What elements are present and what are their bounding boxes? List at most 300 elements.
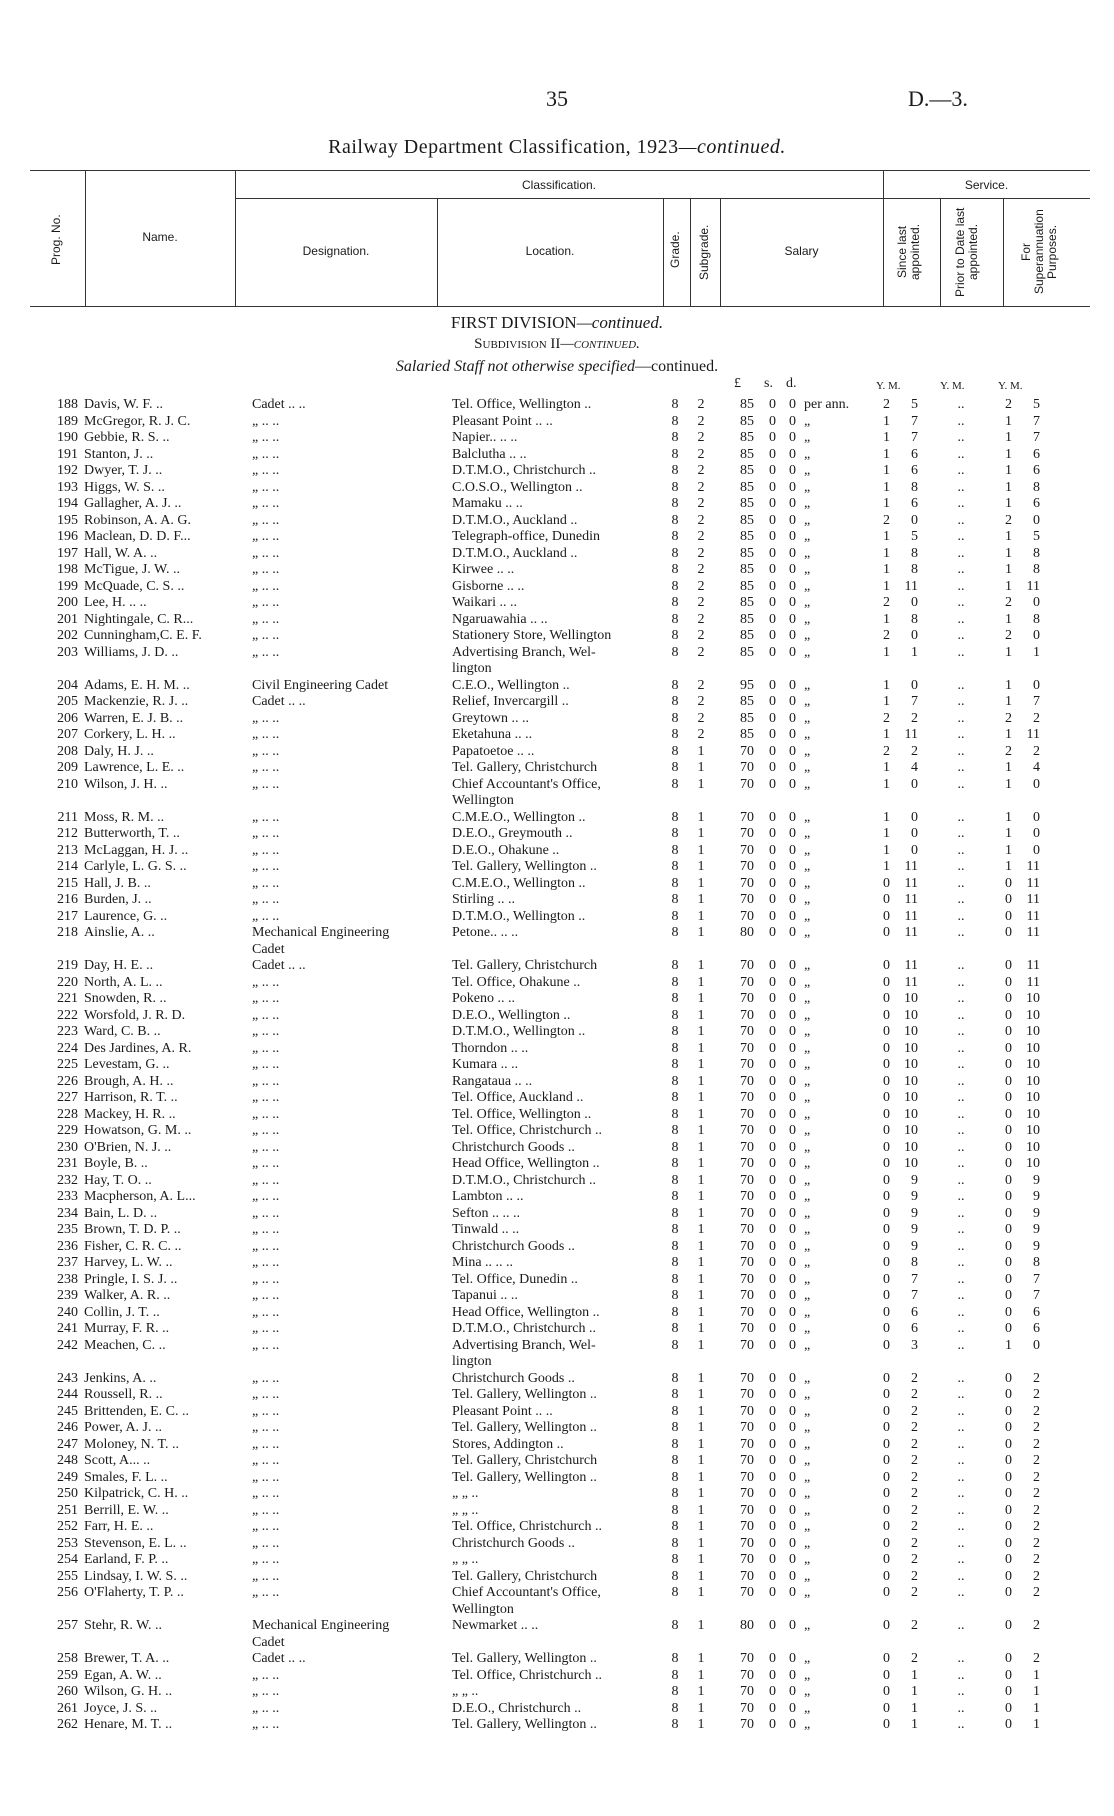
cell-salary-period: „ [804, 1172, 811, 1188]
table-row [0, 1717, 1114, 1734]
cell-super-months: 11 [1026, 727, 1040, 742]
cell-since-years: 0 [883, 1387, 890, 1402]
cell-salary-pounds: 70 [740, 892, 754, 907]
cell-super-years: 1 [1005, 545, 1012, 561]
cell-salary-pounds: 85 [740, 463, 754, 478]
cell-since-months: 2 [911, 1552, 918, 1567]
cell-salary-pounds: 70 [740, 1222, 754, 1237]
cell-subgrade: 1 [697, 1618, 705, 1633]
cell-staff-name: Des Jardines, A. R. [84, 1040, 192, 1056]
cell-super-years: 2 [1005, 743, 1012, 759]
cell-since-months: 0 [911, 776, 918, 792]
cell-salary-pounds: 70 [740, 958, 754, 973]
cell-super-years: 0 [1005, 991, 1012, 1006]
cell-staff-name: Robinson, A. A. G. [84, 512, 191, 528]
cell-salary-pounds: 85 [740, 430, 754, 445]
cell-since-months: 11 [904, 578, 918, 594]
cell-since-years: 0 [883, 1238, 890, 1254]
cell-since-years: 1 [883, 496, 890, 511]
cell-subgrade: 1 [697, 958, 705, 973]
cell-prog-number: 193 [57, 479, 78, 495]
cell-super-months: 2 [1033, 710, 1040, 726]
cell-location: Chief Accountant's Office, [452, 776, 601, 792]
cell-super-years: 2 [1005, 628, 1012, 643]
cell-salary-pounds: 70 [740, 842, 754, 858]
cell-since-months: 2 [911, 1420, 918, 1435]
cell-location: Kumara .. .. [452, 1057, 519, 1072]
cell-prior-service: .. [957, 1156, 965, 1171]
cell-grade: 8 [671, 809, 679, 825]
cell-prior-service: .. [957, 1337, 965, 1353]
cell-designation: „ .. .. [252, 1090, 280, 1105]
cell-salary-pence: 0 [789, 776, 796, 792]
cell-super-years: 0 [1005, 1321, 1012, 1336]
header-prior-to: Prior to Date last appointed. [953, 207, 980, 297]
cell-salary-shillings: 0 [769, 776, 776, 792]
header-for-super: For Superannuation Purposes. [1019, 209, 1059, 295]
cell-prior-service: .. [957, 1585, 965, 1600]
staff-continued: —continued. [635, 358, 719, 375]
table-row [0, 843, 1114, 860]
cell-grade: 8 [671, 743, 679, 759]
cell-since-months: 8 [911, 545, 918, 561]
cell-salary-pounds: 70 [740, 1255, 754, 1270]
cell-designation: „ .. .. [252, 1453, 280, 1468]
table-row [0, 1156, 1114, 1173]
cell-staff-name: Smales, F. L. .. [84, 1469, 168, 1485]
cell-staff-name: Adams, E. H. M. .. [84, 677, 190, 693]
cell-super-years: 0 [1005, 1585, 1012, 1600]
staff-name: Salaried Staff not otherwise specified [395, 358, 635, 375]
cell-location: Telegraph-office, Dunedin [452, 529, 601, 544]
table-row [0, 1255, 1114, 1272]
table-row [0, 975, 1114, 992]
cell-grade: 8 [671, 677, 679, 693]
cell-subgrade: 1 [697, 1420, 705, 1435]
header-service: Service. [964, 178, 1009, 192]
cell-salary-pounds: 70 [740, 1040, 754, 1056]
cell-salary-pounds: 70 [740, 776, 754, 792]
cell-grade: 8 [671, 628, 679, 643]
cell-since-months: 1 [911, 1667, 918, 1683]
cell-prog-number: 189 [57, 413, 78, 429]
cell-location: Christchurch Goods .. [452, 1535, 575, 1551]
cell-since-years: 0 [883, 892, 890, 907]
cell-prior-service: .. [957, 1552, 965, 1567]
cell-super-months: 2 [1033, 743, 1040, 759]
cell-since-years: 0 [883, 1024, 890, 1039]
cell-super-years: 0 [1005, 925, 1012, 940]
cell-prior-service: .. [957, 1271, 965, 1287]
cell-salary-shillings: 0 [769, 925, 776, 940]
cell-since-months: 1 [911, 1700, 918, 1716]
cell-location: Tel. Office, Wellington .. [452, 397, 592, 412]
cell-salary-pounds: 70 [740, 1469, 754, 1485]
cell-salary-shillings: 0 [769, 908, 776, 924]
title-main: Railway Department Classification, 1923 [328, 136, 679, 158]
cell-super-years: 0 [1005, 1684, 1012, 1699]
cell-since-years: 1 [883, 529, 890, 544]
cell-since-years: 2 [883, 595, 890, 610]
cell-designation: „ .. .. [252, 908, 280, 924]
cell-prog-number: 195 [57, 512, 78, 528]
cell-grade: 8 [671, 1106, 679, 1122]
cell-staff-name: Boyle, B. .. [84, 1156, 148, 1171]
cell-designation: „ .. .. [252, 496, 280, 511]
cell-staff-name: McQuade, C. S. .. [84, 578, 185, 594]
cell-prog-number: 236 [57, 1238, 78, 1254]
cell-salary-pence: 0 [789, 760, 796, 775]
cell-location: D.E.O., Ohakune .. [452, 842, 560, 858]
cell-salary-pounds: 70 [740, 743, 754, 759]
cell-location: Tel. Gallery, Wellington .. [452, 1717, 597, 1732]
cell-location: Tel. Gallery, Wellington .. [452, 1420, 597, 1435]
cell-grade: 8 [671, 1535, 679, 1551]
cell-grade: 8 [671, 578, 679, 594]
cell-grade: 8 [671, 1090, 679, 1105]
cell-grade: 8 [671, 644, 679, 660]
cell-super-years: 1 [1005, 842, 1012, 858]
cell-prior-service: .. [957, 430, 965, 445]
table-row [0, 1222, 1114, 1239]
cell-salary-pounds: 70 [740, 1156, 754, 1171]
cell-subgrade: 1 [697, 1486, 705, 1501]
table-row [0, 1585, 1114, 1602]
cell-salary-period: „ [804, 743, 811, 759]
cell-salary-pounds: 70 [740, 1700, 754, 1716]
cell-salary-shillings: 0 [769, 1387, 776, 1402]
cell-grade: 8 [671, 463, 679, 478]
cell-designation: „ .. .. [252, 1700, 280, 1716]
table-row [0, 513, 1114, 530]
cell-designation: „ .. .. [252, 1486, 280, 1501]
cell-designation: „ .. .. [252, 826, 280, 841]
cell-location: Gisborne .. .. [452, 578, 525, 594]
cell-super-months: 10 [1026, 1073, 1040, 1089]
cell-since-months: 9 [911, 1222, 918, 1237]
cell-prior-service: .. [957, 397, 965, 412]
table-row [0, 942, 1114, 959]
cell-salary-pence: 0 [789, 1519, 796, 1534]
cell-subgrade: 1 [697, 1585, 705, 1600]
cell-prog-number: 197 [57, 545, 78, 561]
cell-designation: „ .. .. [252, 1222, 280, 1237]
cell-grade: 8 [671, 958, 679, 973]
cell-prior-service: .. [957, 1073, 965, 1089]
cell-salary-shillings: 0 [769, 628, 776, 643]
table-row [0, 1536, 1114, 1553]
cell-super-years: 0 [1005, 1007, 1012, 1023]
cell-location: Tel. Office, Ohakune .. [452, 974, 581, 990]
cell-since-months: 2 [911, 1387, 918, 1402]
cell-salary-shillings: 0 [769, 1255, 776, 1270]
cell-since-years: 0 [883, 1172, 890, 1188]
cell-staff-name: Carlyle, L. G. S. .. [84, 859, 187, 874]
cell-since-years: 0 [883, 1469, 890, 1485]
table-row [0, 546, 1114, 563]
cell-salary-pence: 0 [789, 908, 796, 924]
cell-prog-number: 261 [57, 1700, 78, 1716]
cell-salary-shillings: 0 [769, 446, 776, 462]
cell-designation: „ .. .. [252, 1519, 280, 1534]
cell-super-years: 0 [1005, 1222, 1012, 1237]
cell-since-months: 5 [911, 529, 918, 544]
cell-since-months: 10 [904, 1024, 918, 1039]
unit-ym-since: Y. M. [876, 380, 901, 392]
cell-salary-period: „ [804, 727, 811, 742]
cell-since-months: 10 [904, 1156, 918, 1171]
cell-super-years: 1 [1005, 413, 1012, 429]
cell-designation: Cadet .. .. [252, 958, 306, 973]
cell-designation: „ .. .. [252, 479, 280, 495]
cell-staff-name: Cunningham,C. E. F. [84, 628, 202, 643]
cell-salary-pence: 0 [789, 1387, 796, 1402]
cell-staff-name: Ward, C. B. .. [84, 1024, 161, 1039]
table-row [0, 1437, 1114, 1454]
table-row [0, 1173, 1114, 1190]
cell-salary-pounds: 85 [740, 644, 754, 660]
cell-designation: „ .. .. [252, 991, 280, 1006]
cell-super-years: 1 [1005, 809, 1012, 825]
cell-salary-period: „ [804, 1288, 811, 1303]
cell-grade: 8 [671, 694, 679, 709]
cell-designation: Cadet [252, 1634, 285, 1650]
cell-location: Ngaruawahia .. .. [452, 611, 548, 627]
cell-salary-period: „ [804, 1469, 811, 1485]
table-row [0, 1206, 1114, 1223]
cell-super-months: 7 [1033, 694, 1040, 709]
cell-subgrade: 1 [697, 1123, 705, 1138]
cell-since-months: 9 [911, 1189, 918, 1204]
cell-super-years: 1 [1005, 529, 1012, 544]
cell-since-years: 0 [883, 1585, 890, 1600]
cell-since-months: 1 [911, 644, 918, 660]
cell-designation: „ .. .. [252, 1238, 280, 1254]
cell-prog-number: 253 [57, 1535, 78, 1551]
cell-super-years: 0 [1005, 1568, 1012, 1584]
cell-location: Mina .. .. .. [452, 1255, 514, 1270]
cell-grade: 8 [671, 974, 679, 990]
cell-salary-pounds: 70 [740, 974, 754, 990]
cell-since-months: 2 [911, 710, 918, 726]
document-reference: D.—3. [908, 86, 968, 111]
cell-salary-pounds: 85 [740, 628, 754, 643]
cell-prior-service: .. [957, 578, 965, 594]
cell-designation: Cadet [252, 941, 285, 957]
cell-salary-pence: 0 [789, 1073, 796, 1089]
table-row [0, 1552, 1114, 1569]
header-subgrade: Subgrade. [697, 224, 711, 280]
cell-super-months: 2 [1033, 1370, 1040, 1386]
cell-salary-pounds: 85 [740, 545, 754, 561]
cell-grade: 8 [671, 1585, 679, 1600]
cell-designation: „ .. .. [252, 1189, 280, 1204]
cell-since-years: 0 [883, 1321, 890, 1336]
cell-subgrade: 1 [697, 1321, 705, 1336]
cell-prog-number: 256 [57, 1585, 78, 1600]
cell-super-months: 2 [1033, 1436, 1040, 1452]
cell-prog-number: 214 [57, 859, 78, 874]
cell-salary-period: „ [804, 710, 811, 726]
cell-salary-pounds: 85 [740, 512, 754, 528]
cell-salary-pounds: 85 [740, 611, 754, 627]
cell-salary-pounds: 70 [740, 1585, 754, 1600]
cell-super-months: 8 [1033, 479, 1040, 495]
cell-staff-name: Worsfold, J. R. D. [84, 1007, 186, 1023]
table-row [0, 727, 1114, 744]
cell-prog-number: 252 [57, 1519, 78, 1534]
cell-super-years: 2 [1005, 397, 1012, 412]
cell-since-years: 1 [883, 727, 890, 742]
cell-location: Newmarket .. .. [452, 1618, 539, 1633]
cell-staff-name: Corkery, L. H. .. [84, 727, 176, 742]
cell-subgrade: 1 [697, 1436, 705, 1452]
cell-prior-service: .. [957, 1123, 965, 1138]
cell-since-years: 0 [883, 1040, 890, 1056]
cell-super-months: 6 [1033, 463, 1040, 478]
cell-salary-shillings: 0 [769, 529, 776, 544]
cell-salary-shillings: 0 [769, 743, 776, 759]
cell-location: Advertising Branch, Wel- [452, 644, 596, 660]
cell-grade: 8 [671, 842, 679, 858]
cell-subgrade: 1 [697, 1535, 705, 1551]
cell-salary-pence: 0 [789, 1189, 796, 1204]
cell-super-months: 11 [1026, 974, 1040, 990]
cell-prior-service: .. [957, 644, 965, 660]
cell-super-months: 11 [1026, 908, 1040, 924]
cell-since-months: 7 [911, 413, 918, 429]
cell-since-months: 8 [911, 611, 918, 627]
cell-prog-number: 204 [57, 677, 78, 693]
cell-since-years: 1 [883, 809, 890, 825]
cell-since-months: 10 [904, 991, 918, 1006]
cell-location: Mamaku .. .. [452, 496, 523, 511]
cell-since-years: 2 [883, 710, 890, 726]
cell-salary-shillings: 0 [769, 875, 776, 891]
cell-salary-shillings: 0 [769, 1073, 776, 1089]
cell-prog-number: 230 [57, 1139, 78, 1155]
cell-staff-name: Brown, T. D. P. .. [84, 1222, 181, 1237]
cell-salary-pence: 0 [789, 974, 796, 990]
cell-designation: „ .. .. [252, 1403, 280, 1419]
cell-salary-shillings: 0 [769, 1568, 776, 1584]
table-row [0, 430, 1114, 447]
cell-salary-shillings: 0 [769, 578, 776, 594]
cell-grade: 8 [671, 1651, 679, 1666]
cell-prior-service: .. [957, 1007, 965, 1023]
cell-super-months: 11 [1026, 892, 1040, 907]
cell-super-months: 7 [1033, 413, 1040, 429]
cell-prog-number: 203 [57, 644, 78, 660]
table-row [0, 892, 1114, 909]
cell-salary-pence: 0 [789, 1618, 796, 1633]
cell-salary-pounds: 70 [740, 1420, 754, 1435]
cell-salary-shillings: 0 [769, 974, 776, 990]
cell-salary-shillings: 0 [769, 1304, 776, 1320]
cell-designation: „ .. .. [252, 710, 280, 726]
cell-designation: „ .. .. [252, 1040, 280, 1056]
cell-super-years: 2 [1005, 512, 1012, 528]
cell-salary-pence: 0 [789, 1255, 796, 1270]
header-name: Name. [142, 230, 178, 244]
cell-salary-period: „ [804, 1337, 811, 1353]
cell-location: Tel. Gallery, Wellington .. [452, 859, 597, 874]
cell-location: Advertising Branch, Wel- [452, 1337, 596, 1353]
cell-super-years: 0 [1005, 958, 1012, 973]
cell-designation: „ .. .. [252, 859, 280, 874]
cell-salary-period: „ [804, 908, 811, 924]
cell-grade: 8 [671, 1073, 679, 1089]
cell-prog-number: 196 [57, 529, 78, 544]
table-row [0, 1107, 1114, 1124]
table-row [0, 529, 1114, 546]
cell-salary-pounds: 85 [740, 562, 754, 577]
header-salary: Salary [784, 244, 819, 258]
cell-salary-shillings: 0 [769, 1222, 776, 1237]
cell-super-months: 11 [1026, 859, 1040, 874]
cell-location: lington [452, 1354, 492, 1369]
cell-designation: „ .. .. [252, 743, 280, 759]
cell-salary-shillings: 0 [769, 1156, 776, 1171]
cell-location: Greytown .. .. [452, 710, 529, 726]
cell-salary-pounds: 70 [740, 1486, 754, 1501]
cell-super-months: 6 [1033, 1321, 1040, 1336]
cell-salary-shillings: 0 [769, 1420, 776, 1435]
cell-location: C.M.E.O., Wellington .. [452, 875, 586, 891]
cell-salary-pounds: 85 [740, 397, 754, 412]
cell-prior-service: .. [957, 677, 965, 693]
cell-super-years: 1 [1005, 760, 1012, 775]
cell-salary-pence: 0 [789, 1007, 796, 1023]
cell-prog-number: 218 [57, 925, 78, 940]
cell-salary-pounds: 70 [740, 1172, 754, 1188]
cell-since-years: 0 [883, 1156, 890, 1171]
cell-prog-number: 237 [57, 1255, 78, 1270]
cell-salary-shillings: 0 [769, 1007, 776, 1023]
cell-location: Christchurch Goods .. [452, 1370, 575, 1386]
cell-salary-shillings: 0 [769, 463, 776, 478]
cell-salary-pence: 0 [789, 512, 796, 528]
cell-grade: 8 [671, 727, 679, 742]
cell-prior-service: .. [957, 842, 965, 858]
cell-salary-period: „ [804, 1420, 811, 1435]
table-row [0, 645, 1114, 662]
cell-prog-number: 234 [57, 1205, 78, 1221]
cell-designation: „ .. .. [252, 842, 280, 858]
cell-salary-period: „ [804, 479, 811, 495]
cell-subgrade: 1 [697, 826, 705, 841]
cell-subgrade: 1 [697, 908, 705, 924]
cell-salary-period: „ [804, 677, 811, 693]
cell-since-months: 10 [904, 1090, 918, 1105]
cell-super-years: 0 [1005, 1040, 1012, 1056]
cell-super-months: 2 [1033, 1585, 1040, 1600]
cell-prior-service: .. [957, 512, 965, 528]
cell-since-years: 0 [883, 1073, 890, 1089]
table-row [0, 793, 1114, 810]
cell-designation: „ .. .. [252, 1552, 280, 1567]
cell-super-months: 7 [1033, 1271, 1040, 1287]
cell-super-years: 1 [1005, 430, 1012, 445]
cell-super-years: 0 [1005, 1618, 1012, 1633]
cell-subgrade: 2 [697, 529, 705, 544]
cell-since-years: 1 [883, 463, 890, 478]
cell-staff-name: Harvey, L. W. .. [84, 1255, 173, 1270]
cell-salary-period: „ [804, 463, 811, 478]
cell-super-years: 0 [1005, 1123, 1012, 1138]
cell-salary-pence: 0 [789, 1502, 796, 1518]
cell-since-years: 2 [883, 512, 890, 528]
